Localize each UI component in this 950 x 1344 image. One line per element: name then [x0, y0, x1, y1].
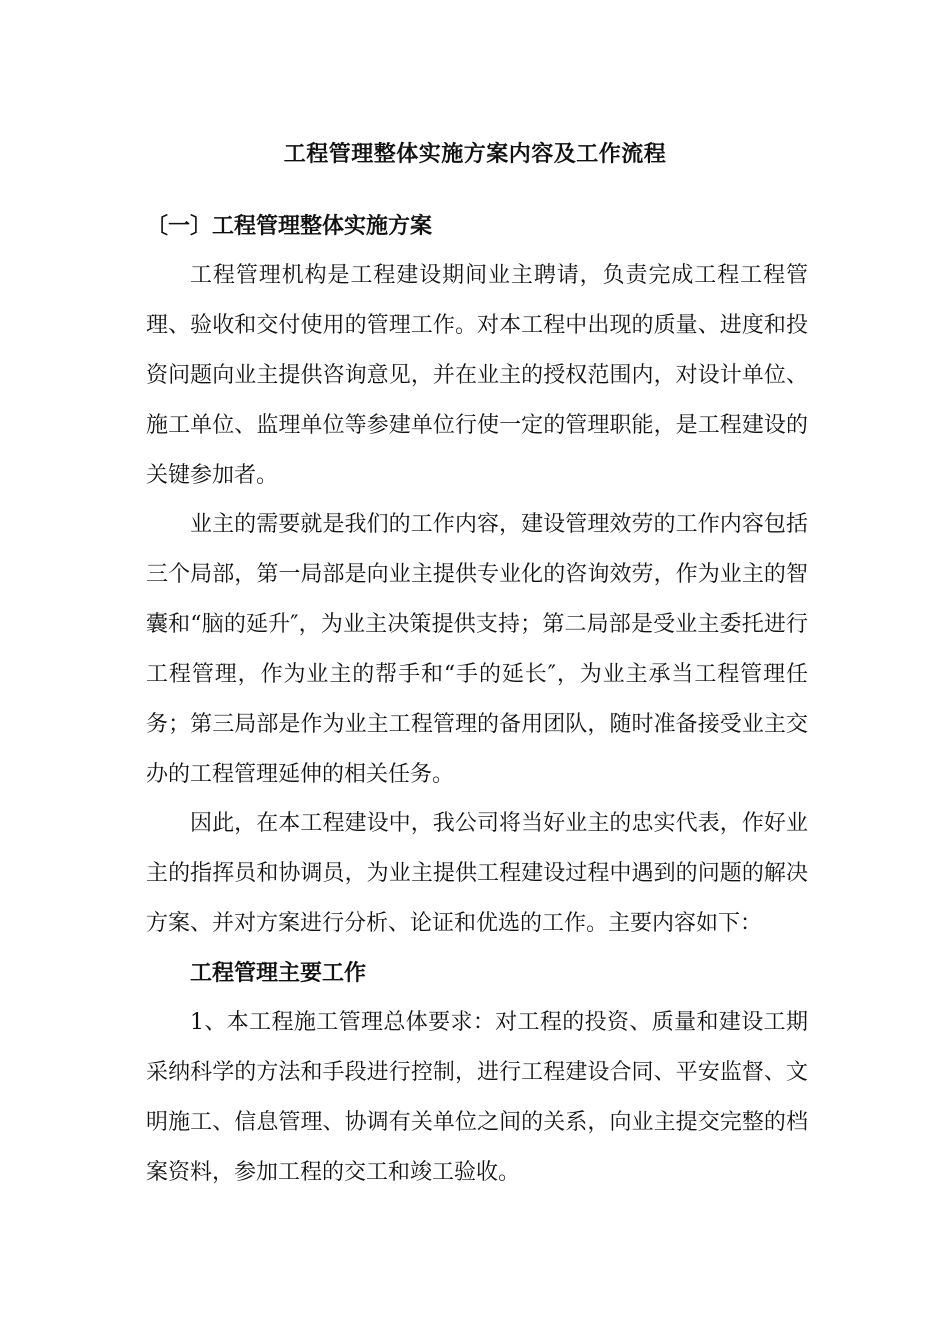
- section-heading: 〔一〕工程管理整体实施方案: [146, 213, 433, 239]
- paragraph-service-content: 业主的需要就是我们的工作内容，建设管理效劳的工作内容包括三个局部，第一局部是向业主提供专业化的咨询效劳，作为业主的智囊和“脑的延升″，为业主决策提供支持；第二局部是受业主委托进行工程管理，作为业主的帮手和“手的延长″，为业主承当工程管理任务；第三局部是作为业主工程管理的备用团队，随时准备接受业主交办的工程管理延伸的相关任务。: [146, 512, 808, 787]
- document-title: 工程管理整体实施方案内容及工作流程: [283, 141, 667, 167]
- paragraph-intro: 工程管理机构是工程建设期间业主聘请，负责完成工程工程管理、验收和交付使用的管理工作。对本工程中出现的质量、进度和投资问题向业主提供咨询意见，并在业主的授权范围内，对设计单位、施工单位、监理单位等参建单位行使一定的管理职能，是工程建设的关键参加者。: [146, 263, 808, 488]
- subheading-main-work: 工程管理主要工作: [190, 960, 367, 986]
- paragraph-conclusion: 因此，在本工程建设中，我公司将当好业主的忠实代表，作好业主的指挥员和协调员，为业主提供工程建设过程中遇到的问题的解决方案、并对方案进行分析、论证和优选的工作。主要内容如下：: [146, 811, 808, 936]
- paragraph-item-1: 1、本工程施工管理总体要求：对工程的投资、质量和建设工期采纳科学的方法和手段进行控制，进行工程建设合同、平安监督、文明施工、信息管理、协调有关单位之间的关系，向业主提交完整的档案资料，参加工程的交工和竣工验收。: [146, 1010, 808, 1185]
